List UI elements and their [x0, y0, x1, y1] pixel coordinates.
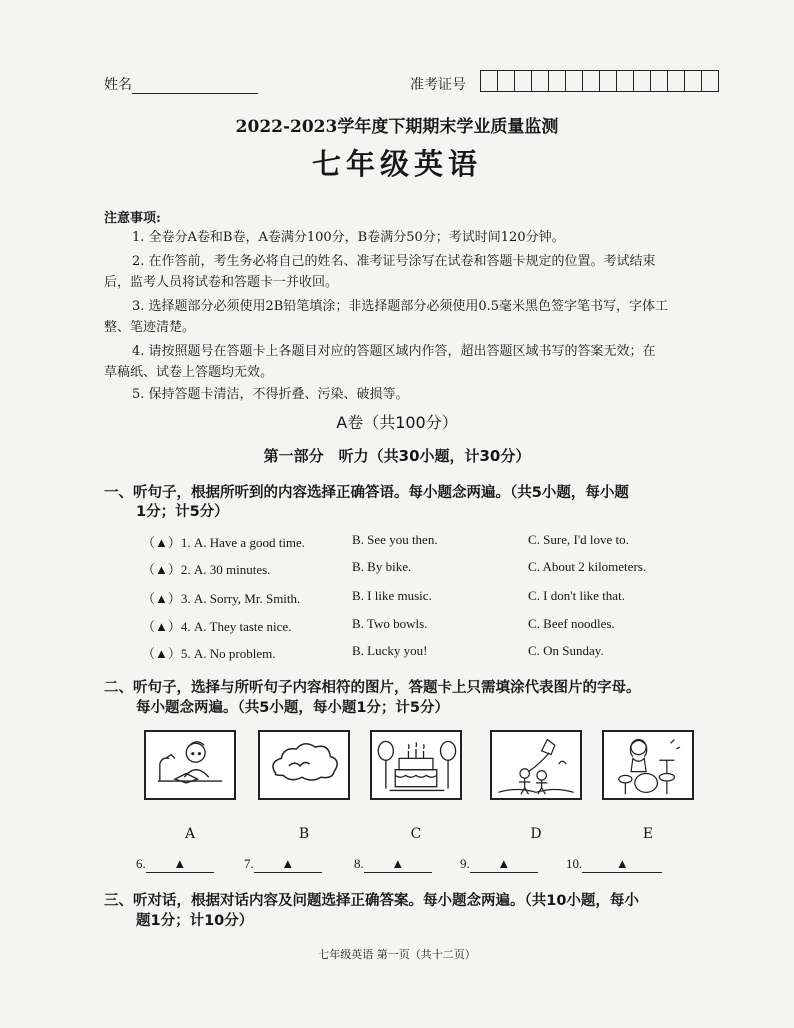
note-line: 1. 全卷分A卷和B卷，A卷满分100分，B卷满分50分；考试时间120分钟。 — [132, 230, 565, 245]
q1-item-5-option-a: （▲）5. A. No problem. — [142, 646, 276, 661]
blank-mark: ▲ — [470, 856, 538, 873]
picture-b-cloud-illustration — [258, 730, 350, 800]
note-line: 草稿纸、试卷上答题均无效。 — [104, 365, 274, 380]
picture-label: B — [298, 826, 310, 842]
blank-mark: ▲ — [364, 856, 432, 873]
note-line: 整、笔迹清楚。 — [104, 320, 196, 335]
blank-number: 10. — [566, 856, 583, 871]
answer-blank-6[interactable] — [136, 856, 214, 873]
q1-item-4-option-c: C. Beef noodles. — [528, 616, 615, 631]
q1-item-1-option-c: C. Sure, I'd love to. — [528, 532, 629, 547]
q1-item-4-option-a: （▲）4. A. They taste nice. — [142, 619, 292, 634]
picture-label: A — [184, 826, 196, 842]
q1-instruction: 一、听句子，根据所听到的内容选择正确答语。每小题念两遍。（共5小题，每小题 — [104, 485, 629, 501]
name-field — [104, 74, 258, 94]
page-footer: 七年级英语 第一页（共十二页） — [318, 948, 476, 961]
q1-item-5-option-c: C. On Sunday. — [528, 643, 604, 658]
note-line: 后，监考人员将试卷和答题卡一并收回。 — [104, 275, 339, 290]
name-label: 姓名 — [104, 77, 132, 93]
q2-instruction: 二、听句子，选择与所听句子内容相符的图片，答题卡上只需填涂代表图片的字母。 — [104, 680, 641, 696]
q1-item-5-option-b: B. Lucky you! — [352, 643, 428, 658]
notes-heading: 注意事项: — [104, 211, 161, 226]
q3-instruction-cont: 题1分；计10分） — [136, 913, 254, 929]
q1-item-1-option-b: B. See you then. — [352, 532, 438, 547]
picture-label: E — [642, 826, 654, 842]
picture-label: C — [410, 826, 422, 842]
note-line: 5. 保持答题卡清洁，不得折叠、污染、破损等。 — [132, 387, 409, 402]
exam-title: 2022-2023学年度下期期末学业质量监测 — [235, 117, 559, 137]
q1-item-2-option-b: B. By bike. — [352, 559, 412, 574]
id-number-boxes — [480, 70, 719, 92]
q1-item-1-option-a: （▲）1. A. Have a good time. — [142, 535, 306, 550]
q1-item-2-option-a: （▲）2. A. 30 minutes. — [142, 562, 271, 577]
q1-instruction-cont: 1分；计5分） — [136, 504, 229, 520]
picture-c-birthday-cake-illustration — [370, 730, 462, 800]
q3-instruction: 三、听对话，根据对话内容及问题选择正确答案。每小题念两遍。（共10小题，每小 — [104, 893, 639, 909]
name-underline — [132, 93, 258, 94]
answer-blank-8[interactable] — [354, 856, 432, 873]
blank-mark: ▲ — [254, 856, 322, 873]
note-line: 2. 在作答前，考生务必将自己的姓名、准考证号涂写在试卷和答题卡规定的位置。考试结束 — [132, 254, 656, 269]
q1-item-3-option-b: B. I like music. — [352, 588, 432, 603]
blank-number: 6. — [136, 856, 146, 871]
blank-mark: ▲ — [146, 856, 214, 873]
blank-number: 7. — [244, 856, 254, 871]
picture-e-girl-playing-drums-illustration — [602, 730, 694, 800]
part1-heading: 第一部分 听力（共30小题，计30分） — [263, 447, 531, 465]
picture-a-boy-reading-illustration — [144, 730, 236, 800]
picture-d-kids-flying-kite-illustration — [490, 730, 582, 800]
blank-number: 8. — [354, 856, 364, 871]
answer-blank-9[interactable] — [460, 856, 538, 873]
section-a-heading: A卷（共100分） — [336, 413, 458, 432]
id-label: 准考证号 — [410, 77, 466, 93]
answer-blank-10[interactable] — [566, 856, 662, 873]
exam-subtitle: 七年级英语 — [311, 147, 482, 181]
note-line: 3. 选择题部分必须使用2B铅笔填涂；非选择题部分必须使用0.5毫米黑色签字笔书写，字体工 — [132, 299, 669, 314]
q1-item-3-option-c: C. I don't like that. — [528, 588, 625, 603]
q1-item-4-option-b: B. Two bowls. — [352, 616, 428, 631]
q2-instruction-cont: 每小题念两遍。（共5小题，每小题1分；计5分） — [136, 700, 450, 716]
answer-blank-7[interactable] — [244, 856, 322, 873]
blank-mark: ▲ — [582, 856, 662, 873]
q1-item-3-option-a: （▲）3. A. Sorry, Mr. Smith. — [142, 591, 301, 606]
q1-item-2-option-c: C. About 2 kilometers. — [528, 559, 647, 574]
note-line: 4. 请按照题号在答题卡上各题目对应的答题区域内作答，超出答题区域书写的答案无效；在 — [132, 344, 656, 359]
blank-number: 9. — [460, 856, 470, 871]
picture-label: D — [530, 826, 542, 842]
